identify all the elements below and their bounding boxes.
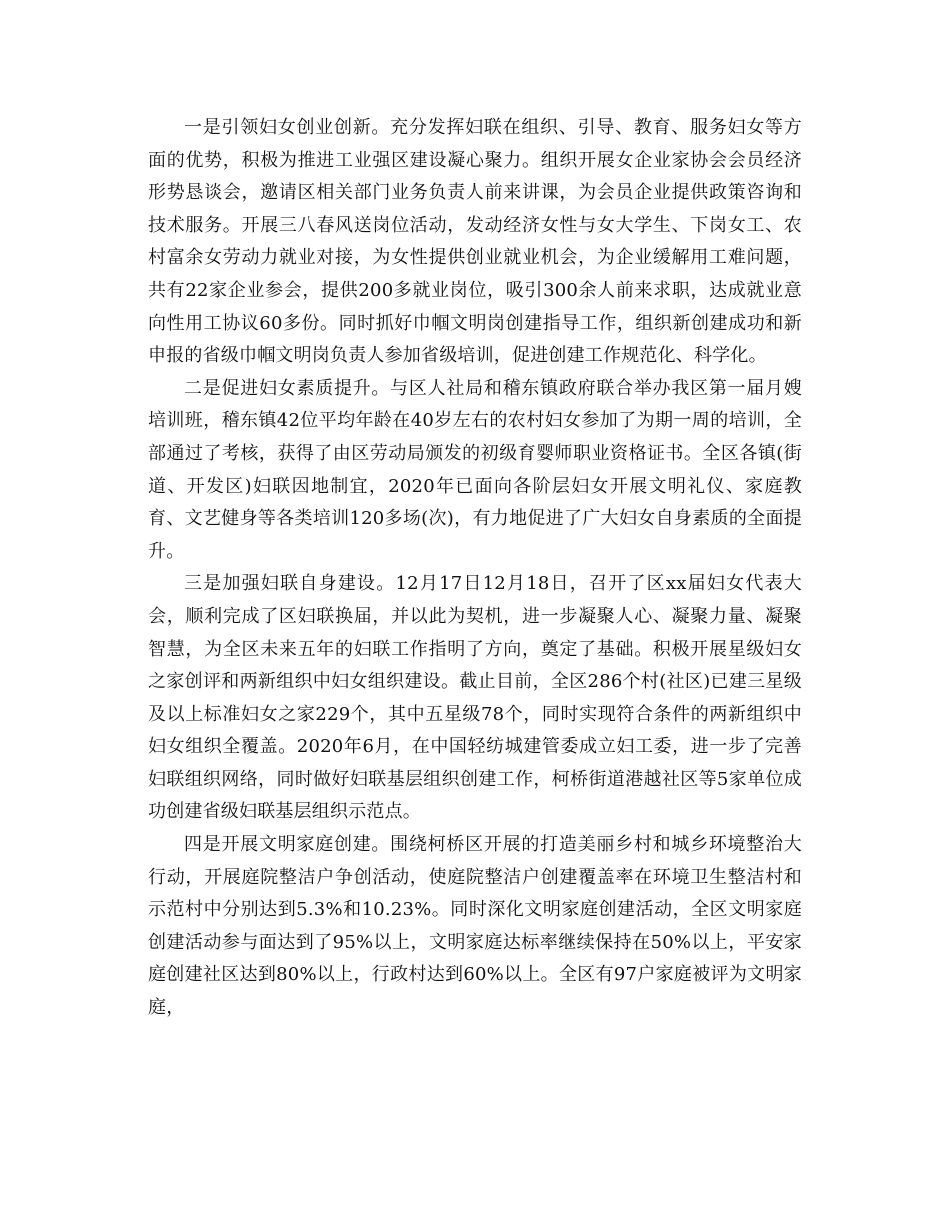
paragraph-quality-improvement: 二是促进妇女素质提升。与区人社局和稽东镇政府联合举办我区第一届月嫂培训班，稽东镇42位平均年龄在40岁左右的农村妇女参加了为期一周的培训，全部通过了考核，获得了由区劳动局颁发的初级育婴师职业资格证书。全区各镇(街道、开发区)妇联因地制宜，2020年已面向各阶层妇女开展文明礼仪、家庭教育、文艺健身等各类培训120多场(次)，有力地促进了广大妇女自身素质的全面提升。 [148,377,802,562]
paragraph-civilized-family: 四是开展文明家庭创建。围绕柯桥区开展的打造美丽乡村和城乡环境整治大行动，开展庭院整洁户争创活动，使庭院整洁户创建覆盖率在环境卫生整洁村和示范村中分别达到5.3%和10.23%。同时深化文明家庭创建活动，全区文明家庭创建活动参与面达到了95%以上，文明家庭达标率继续保持在50%以上，平安家庭创建社区达到80%以上，行政村达到60%以上。全区有97户家庭被评为文明家庭， [148,834,802,1019]
paragraph-entrepreneurship: 一是引领妇女创业创新。充分发挥妇联在组织、引导、教育、服务妇女等方面的优势，积极为推进工业强区建设凝心聚力。组织开展女企业家协会会员经济形势恳谈会，邀请区相关部门业务负责人前来讲课，为会员企业提供政策咨询和技术服务。开展三八春风送岗位活动，发动经济女性与女大学生、下岗女工、农村富余女劳动力就业对接，为女性提供创业就业机会，为企业缓解用工难问题，共有22家企业参会，提供200多就业岗位，吸引300余人前来求职，达成就业意向性用工协议60多份。同时抓好巾帼文明岗创建指导工作，组织新创建成功和新申报的省级巾帼文明岗负责人参加省级培训，促进创建工作规范化、科学化。 [148,117,802,367]
paragraph-federation-building: 三是加强妇联自身建设。12月17日12月18日，召开了区xx届妇女代表大会，顺利完成了区妇联换届，并以此为契机，进一步凝聚人心、凝聚力量、凝聚智慧，为全区未来五年的妇联工作指明了方向，奠定了基础。积极开展星级妇女之家创评和两新组织中妇女组织建设。截止目前，全区286个村(社区)已建三星级及以上标准妇女之家229个，其中五星级78个，同时实现符合条件的两新组织中妇女组织全覆盖。2020年6月，在中国轻纺城建管委成立妇工委，进一步了完善妇联组织网络，同时做好妇联基层组织创建工作，柯桥街道港越社区等5家单位成功创建省级妇联基层组织示范点。 [148,573,802,823]
